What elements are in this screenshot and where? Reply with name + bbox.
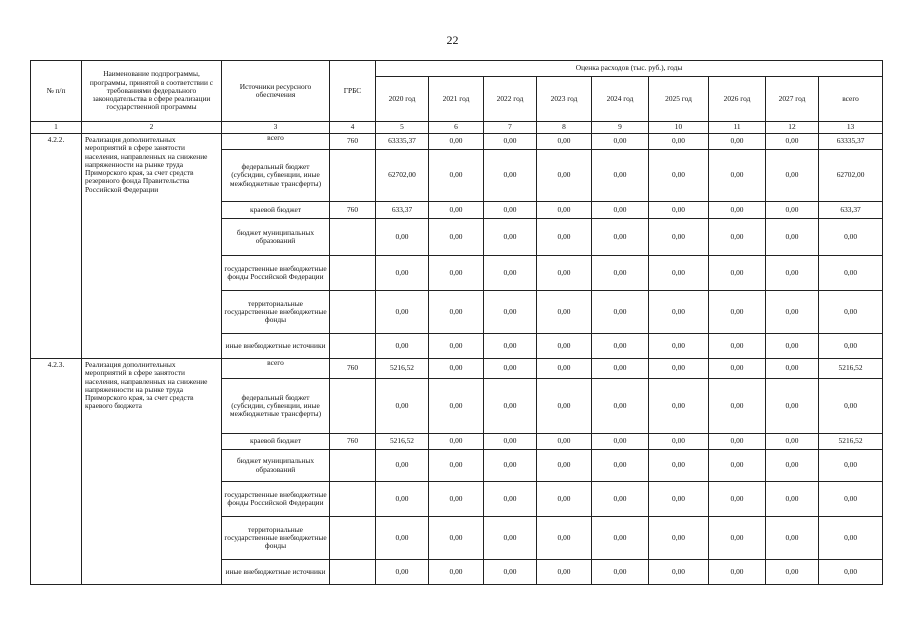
value-cell: 0,00 [592,334,649,359]
value-cell: 0,00 [592,482,649,517]
grbs-cell [330,482,376,517]
value-cell: 0,00 [592,517,649,560]
source-cell: государственные внебюджетные фонды Российской Федерации [222,482,330,517]
total-cell: 0,00 [819,379,883,434]
value-cell: 0,00 [649,517,709,560]
value-cell: 62702,00 [376,150,429,202]
value-cell: 0,00 [484,434,537,450]
value-cell: 0,00 [766,150,819,202]
column-number-row [31,122,883,134]
value-cell: 0,00 [376,450,429,482]
column-number: 8 [537,122,592,134]
value-cell: 0,00 [649,291,709,334]
value-cell: 0,00 [649,482,709,517]
column-number: 12 [766,122,819,134]
value-cell: 0,00 [537,150,592,202]
value-cell: 0,00 [709,256,766,291]
value-cell: 0,00 [429,219,484,256]
value-cell: 0,00 [766,291,819,334]
source-cell: бюджет муниципальных образований [222,450,330,482]
value-cell: 0,00 [709,560,766,585]
value-cell: 0,00 [537,334,592,359]
value-cell: 0,00 [429,291,484,334]
value-cell: 0,00 [376,560,429,585]
source-cell: территориальные государственные внебюджетные фонды [222,517,330,560]
value-cell: 0,00 [766,450,819,482]
value-cell: 0,00 [592,256,649,291]
value-cell: 0,00 [429,256,484,291]
value-cell: 0,00 [709,334,766,359]
header-total: всего [819,77,883,122]
budget-table [30,60,883,585]
value-cell: 0,00 [484,334,537,359]
value-cell: 0,00 [484,219,537,256]
value-cell: 0,00 [484,134,537,150]
column-number: 13 [819,122,883,134]
value-cell: 0,00 [429,334,484,359]
value-cell: 0,00 [592,560,649,585]
value-cell: 0,00 [649,434,709,450]
value-cell: 0,00 [649,134,709,150]
column-number: 5 [376,122,429,134]
value-cell: 0,00 [592,150,649,202]
value-cell: 0,00 [537,560,592,585]
column-number: 7 [484,122,537,134]
value-cell: 0,00 [484,482,537,517]
section-name: Реализация дополнительных мероприятий в сфере занятости населения, направленных на снижение напряженности на рынке труда Приморского края, за счет средств резервного фонда Правительства Российской Федерации [82,134,222,359]
page-number: 22 [446,33,459,47]
header-num: № п/п [31,61,82,122]
total-cell: 0,00 [819,560,883,585]
grbs-cell: 760 [330,202,376,219]
total-cell: 0,00 [819,517,883,560]
value-cell: 0,00 [766,517,819,560]
value-cell: 0,00 [649,150,709,202]
value-cell: 0,00 [537,134,592,150]
column-number: 11 [709,122,766,134]
source-cell: бюджет муниципальных образований [222,219,330,256]
grbs-cell [330,517,376,560]
value-cell: 0,00 [537,434,592,450]
value-cell: 0,00 [592,291,649,334]
value-cell: 0,00 [709,379,766,434]
total-cell: 0,00 [819,450,883,482]
value-cell: 0,00 [766,560,819,585]
value-cell: 0,00 [649,450,709,482]
section-number: 4.2.2. [31,134,82,359]
value-cell: 0,00 [537,219,592,256]
table-row [31,134,883,150]
value-cell: 0,00 [709,482,766,517]
source-cell: территориальные государственные внебюджетные фонды [222,291,330,334]
total-cell: 0,00 [819,219,883,256]
value-cell: 0,00 [484,450,537,482]
value-cell: 0,00 [592,202,649,219]
header-year: 2022 год [484,77,537,122]
value-cell: 0,00 [429,560,484,585]
value-cell: 0,00 [484,560,537,585]
header-year: 2023 год [537,77,592,122]
column-number: 6 [429,122,484,134]
value-cell: 0,00 [376,291,429,334]
grbs-cell [330,450,376,482]
column-number: 4 [330,122,376,134]
value-cell: 0,00 [766,219,819,256]
source-cell: федеральный бюджет (субсидии, субвенции, иные межбюджетные трансферты) [222,150,330,202]
total-cell: 0,00 [819,334,883,359]
grbs-cell [330,256,376,291]
source-cell: всего [222,134,330,150]
value-cell: 0,00 [537,450,592,482]
grbs-cell: 760 [330,134,376,150]
total-cell: 63335,37 [819,134,883,150]
column-number: 9 [592,122,649,134]
value-cell: 0,00 [649,334,709,359]
value-cell: 0,00 [429,150,484,202]
value-cell: 0,00 [592,134,649,150]
value-cell: 0,00 [484,256,537,291]
value-cell: 633,37 [376,202,429,219]
value-cell: 0,00 [429,134,484,150]
header-year: 2027 год [766,77,819,122]
value-cell: 0,00 [429,517,484,560]
total-cell: 5216,52 [819,434,883,450]
value-cell: 0,00 [709,150,766,202]
value-cell: 0,00 [376,517,429,560]
grbs-cell [330,334,376,359]
value-cell: 0,00 [537,359,592,379]
grbs-cell [330,291,376,334]
source-cell: федеральный бюджет (субсидии, субвенции, иные межбюджетные трансферты) [222,379,330,434]
value-cell: 63335,37 [376,134,429,150]
header-row-top [31,61,883,77]
value-cell: 0,00 [429,202,484,219]
value-cell: 0,00 [709,359,766,379]
header-estimate: Оценка расходов (тыс. руб.), годы [376,61,883,77]
source-cell: краевой бюджет [222,202,330,219]
value-cell: 0,00 [649,256,709,291]
value-cell: 0,00 [709,291,766,334]
value-cell: 0,00 [709,219,766,256]
value-cell: 0,00 [429,450,484,482]
column-number: 2 [82,122,222,134]
value-cell: 0,00 [429,379,484,434]
header-name: Наименование подпрограммы, программы, принятой в соответствии с требованиями федерального законодательства в сфере реализации государственной программы [82,61,222,122]
value-cell: 0,00 [709,517,766,560]
grbs-cell [330,379,376,434]
value-cell: 0,00 [376,219,429,256]
value-cell: 0,00 [537,256,592,291]
source-cell: иные внебюджетные источники [222,560,330,585]
value-cell: 0,00 [592,379,649,434]
value-cell: 5216,52 [376,434,429,450]
value-cell: 0,00 [376,256,429,291]
column-number: 1 [31,122,82,134]
value-cell: 0,00 [766,434,819,450]
source-cell: краевой бюджет [222,434,330,450]
value-cell: 0,00 [376,482,429,517]
column-number: 10 [649,122,709,134]
total-cell: 0,00 [819,256,883,291]
value-cell: 0,00 [592,434,649,450]
value-cell: 0,00 [766,202,819,219]
grbs-cell [330,560,376,585]
header-grbs: ГРБС [330,61,376,122]
header-year: 2026 год [709,77,766,122]
value-cell: 0,00 [537,291,592,334]
value-cell: 0,00 [766,482,819,517]
value-cell: 0,00 [592,219,649,256]
value-cell: 0,00 [709,450,766,482]
value-cell: 0,00 [649,219,709,256]
value-cell: 0,00 [592,359,649,379]
value-cell: 0,00 [649,379,709,434]
value-cell: 0,00 [537,379,592,434]
value-cell: 0,00 [376,334,429,359]
grbs-cell [330,150,376,202]
value-cell: 0,00 [537,482,592,517]
value-cell: 0,00 [766,134,819,150]
value-cell: 0,00 [649,359,709,379]
value-cell: 0,00 [766,379,819,434]
value-cell: 0,00 [376,379,429,434]
value-cell: 0,00 [484,150,537,202]
value-cell: 0,00 [649,560,709,585]
section-name: Реализация дополнительных мероприятий в сфере занятости населения, направленных на снижение напряженности на рынке труда Приморского края, за счет средств краевого бюджета [82,359,222,585]
value-cell: 0,00 [484,359,537,379]
value-cell: 0,00 [537,202,592,219]
value-cell: 0,00 [709,434,766,450]
total-cell: 62702,00 [819,150,883,202]
value-cell: 0,00 [709,202,766,219]
grbs-cell: 760 [330,434,376,450]
grbs-cell: 760 [330,359,376,379]
header-year: 2021 год [429,77,484,122]
total-cell: 633,37 [819,202,883,219]
value-cell: 0,00 [429,434,484,450]
total-cell: 5216,52 [819,359,883,379]
source-cell: всего [222,359,330,379]
header-year: 2020 год [376,77,429,122]
grbs-cell [330,219,376,256]
value-cell: 5216,52 [376,359,429,379]
value-cell: 0,00 [484,202,537,219]
column-number: 3 [222,122,330,134]
value-cell: 0,00 [429,482,484,517]
value-cell: 0,00 [766,256,819,291]
value-cell: 0,00 [484,517,537,560]
value-cell: 0,00 [484,379,537,434]
section-number: 4.2.3. [31,359,82,585]
value-cell: 0,00 [766,334,819,359]
value-cell: 0,00 [429,359,484,379]
value-cell: 0,00 [766,359,819,379]
header-year: 2024 год [592,77,649,122]
value-cell: 0,00 [592,450,649,482]
value-cell: 0,00 [649,202,709,219]
total-cell: 0,00 [819,482,883,517]
value-cell: 0,00 [484,291,537,334]
table-row [31,359,883,379]
header-source: Источники ресурсного обеспечения [222,61,330,122]
value-cell: 0,00 [709,134,766,150]
total-cell: 0,00 [819,291,883,334]
source-cell: иные внебюджетные источники [222,334,330,359]
header-year: 2025 год [649,77,709,122]
value-cell: 0,00 [537,517,592,560]
source-cell: государственные внебюджетные фонды Российской Федерации [222,256,330,291]
